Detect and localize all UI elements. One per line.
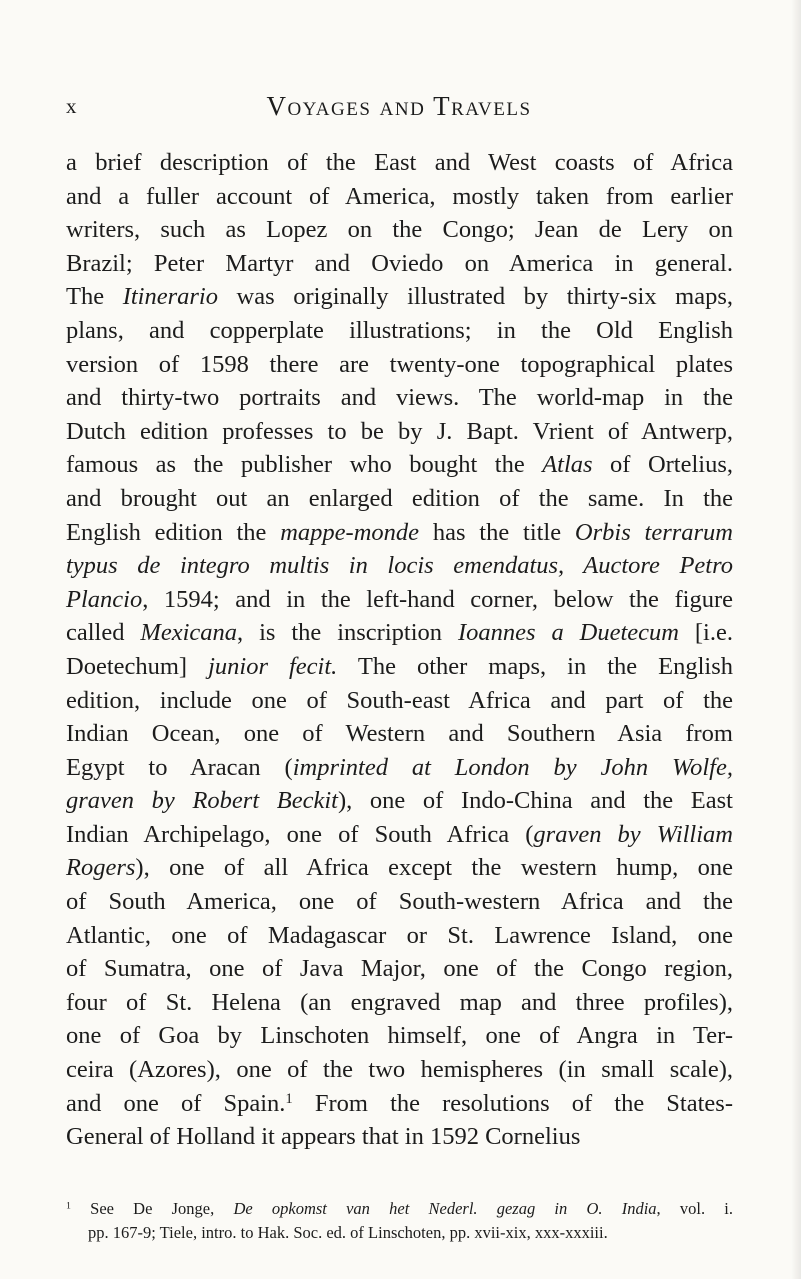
text-line [66,180,733,214]
footnote-ref: 1 [66,1200,71,1212]
text-line [66,213,733,247]
text-span: English edition the [66,518,281,546]
text-span: , is the inscription [237,619,458,647]
text-line [66,1120,733,1154]
text-span: , 1594; and in the left-hand corner, below the figure [142,585,733,613]
text-line [66,448,733,482]
italic-text: graven by William [533,820,733,848]
running-head [66,91,732,125]
text-line [66,784,733,818]
italic-text: Orbis terrarum [574,518,733,546]
italic-text: typus de integro multis in locis emendatus, Auctore Petro [66,552,733,580]
text-span: pp. 167-9; Tiele, intro. to Hak. Soc. ed. of Linschoten, pp. xvii-xix, xxx-xxxiii. [88,1223,608,1242]
text-line [66,885,733,919]
text-line [66,247,733,281]
text-line [66,1087,733,1121]
text-span: of South America, one of South-western Africa and the [66,888,733,916]
text-span: General of Holland it appears that in 1592 Cornelius [66,1123,581,1151]
text-span: ), one of all Africa except the western hump, one [135,854,733,882]
text-line [66,616,733,650]
page-edge-shadow [791,0,801,1279]
text-line [66,314,733,348]
text-span: a brief description of the East and West coasts of Africa [66,149,733,176]
italic-text: Mexicana [140,619,238,647]
text-span: Doetechum] [66,652,209,680]
text-span: and one of Spain. [66,1089,286,1117]
text-span: called [66,619,141,647]
text-span: Indian Archipelago, one of South Africa ( [66,820,534,848]
text-line [66,851,733,885]
italic-text: Rogers [66,854,136,882]
text-span: The other maps, in the English [337,652,733,680]
italic-text: De opkomst van het Nederl. gezag in O. India [233,1199,657,1218]
text-line [66,919,733,953]
text-line [66,415,733,449]
text-span: ), one of Indo-China and the East [337,787,733,815]
text-line [66,516,733,550]
text-line [66,717,733,751]
text-span: of Sumatra, one of Java Major, one of the Congo region, [66,955,733,983]
text-span: version of 1598 there are twenty-one topographical plates [66,350,733,378]
italic-text: graven by Robert Beckit [66,787,338,815]
text-line [66,952,733,986]
text-span: Egypt to Aracan ( [66,753,293,781]
text-line [66,1019,733,1053]
text-span: Brazil; Peter Martyr and Oviedo on America in general. [66,249,733,277]
text-span: The [66,283,123,311]
page-number: x [66,94,78,118]
text-line [66,549,733,583]
text-span: and brought out an enlarged edition of the same. In the [66,484,733,512]
italic-text: junior fecit. [208,652,338,680]
text-line [66,583,733,617]
text-line [66,684,733,718]
text-line [66,650,733,684]
text-span: , vol. i. [656,1199,734,1218]
footnote-ref: 1 [285,1090,293,1107]
text-line [66,348,733,382]
text-span: Atlantic, one of Madagascar or St. Lawrence Island, one [66,921,733,949]
footnote-block [66,1197,733,1245]
text-span: famous as the publisher who bought the [66,451,543,479]
body-text [66,146,733,1154]
text-line [66,751,733,785]
text-line [66,146,733,180]
text-span: one of Goa by Linschoten himself, one of Angra in Ter- [66,1022,733,1050]
text-span: From the resolutions of the States- [292,1089,733,1117]
text-span: plans, and copperplate illustrations; in the Old English [66,316,733,344]
text-span: Indian Ocean, one of Western and Southern Asia from [66,720,733,748]
text-span: and thirty-two portraits and views. The world-map in the [66,384,733,412]
text-span: was originally illustrated by thirty-six maps, [217,283,733,311]
text-span: four of St. Helena (an engraved map and three profiles), [66,988,733,1016]
footnote-line [66,1221,733,1245]
running-title: Voyages and Travels [266,91,532,121]
italic-text: Itinerario [122,283,218,311]
text-line [66,381,733,415]
text-span: Dutch edition professes to be by J. Bapt. Vrient of Antwerp, [66,417,733,445]
text-line [66,1053,733,1087]
text-line [66,818,733,852]
text-line [66,986,733,1020]
text-line [66,482,733,516]
text-span: ceira (Azores), one of the two hemispheres (in small scale), [66,1056,733,1084]
italic-text: Plancio [66,585,143,613]
text-line [66,280,733,314]
text-span: has the title [419,518,575,546]
text-span: writers, such as Lopez on the Congo; Jean de Lery on [66,216,733,244]
italic-text: imprinted at London by John Wolfe, [292,753,733,781]
italic-text: Ioannes a Duetecum [457,619,679,647]
italic-text: mappe-monde [280,518,420,546]
text-span: [i.e. [678,619,733,647]
text-span: and a fuller account of America, mostly taken from earlier [66,182,733,210]
italic-text: Atlas [542,451,593,479]
text-span: of Ortelius, [592,451,734,479]
text-span: See De Jonge, [70,1199,234,1218]
text-span: edition, include one of South-east Africa and part of the [66,686,733,714]
footnote-line [66,1197,733,1221]
